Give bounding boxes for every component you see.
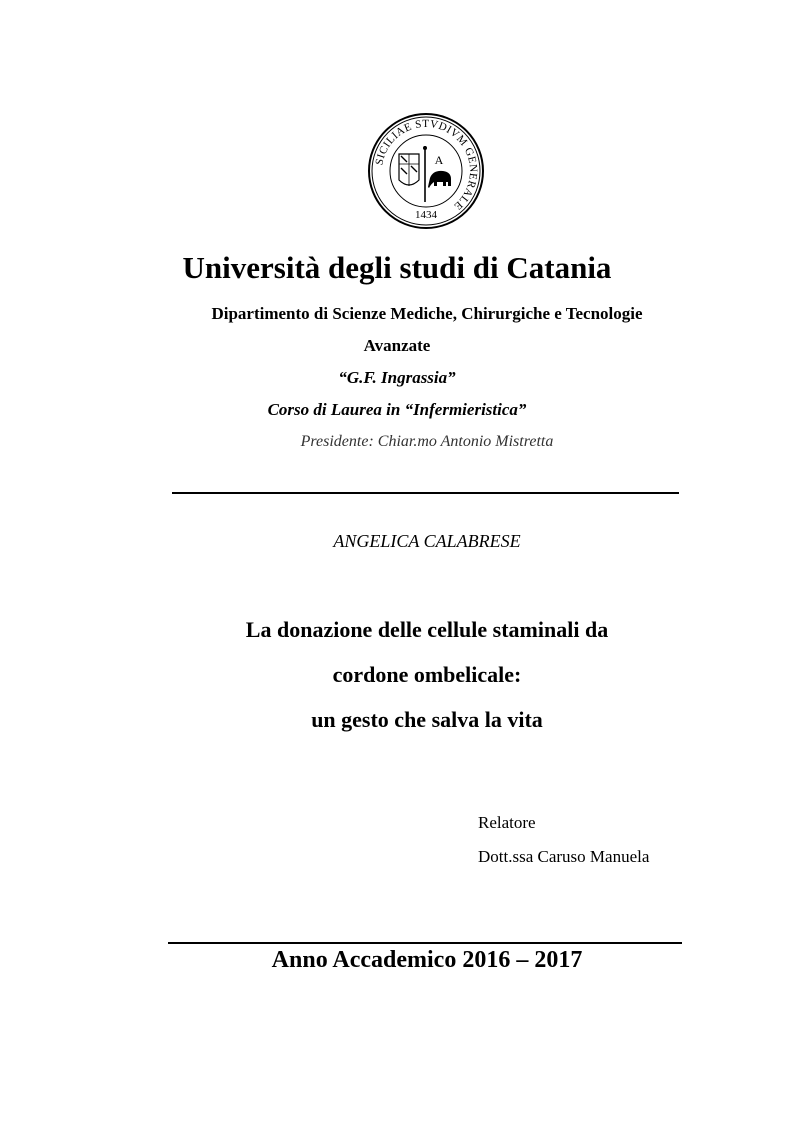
seal-emblem-icon	[367, 112, 485, 230]
supervisor-label: Relatore	[478, 813, 536, 832]
department-line-2: Avanzate	[363, 336, 431, 355]
supervisor-block	[478, 806, 649, 874]
seal-motto: SICILIAE STVDIVM GENERALE	[373, 117, 480, 213]
seal-year: 1434	[415, 209, 437, 221]
top-divider	[172, 492, 679, 494]
academic-year: Anno Accademico 2016 – 2017	[271, 947, 583, 973]
university-name: Università degli studi di Catania	[182, 250, 612, 285]
thesis-title-line-2: cordone ombelicale:	[332, 662, 522, 687]
seal-elephant-icon	[428, 171, 451, 188]
bottom-divider	[168, 942, 682, 944]
department-name: “G.F. Ingrassia”	[338, 368, 456, 387]
seal-letter: A	[434, 153, 444, 167]
department-line-1: Dipartimento di Scienze Mediche, Chirurgiche e Tecnologie	[211, 304, 643, 323]
supervisor-name: Dott.ssa Caruso Manuela	[478, 847, 650, 866]
university-seal	[367, 112, 485, 230]
thesis-title-line-3: un gesto che salva la vita	[311, 707, 543, 732]
thesis-title-line-1: La donazione delle cellule staminali da	[245, 617, 609, 642]
course-president: Presidente: Chiar.mo Antonio Mistretta	[300, 433, 554, 450]
course-name: Corso di Laurea in “Infermieristica”	[267, 400, 527, 419]
author-name: ANGELICA CALABRESE	[333, 531, 521, 551]
